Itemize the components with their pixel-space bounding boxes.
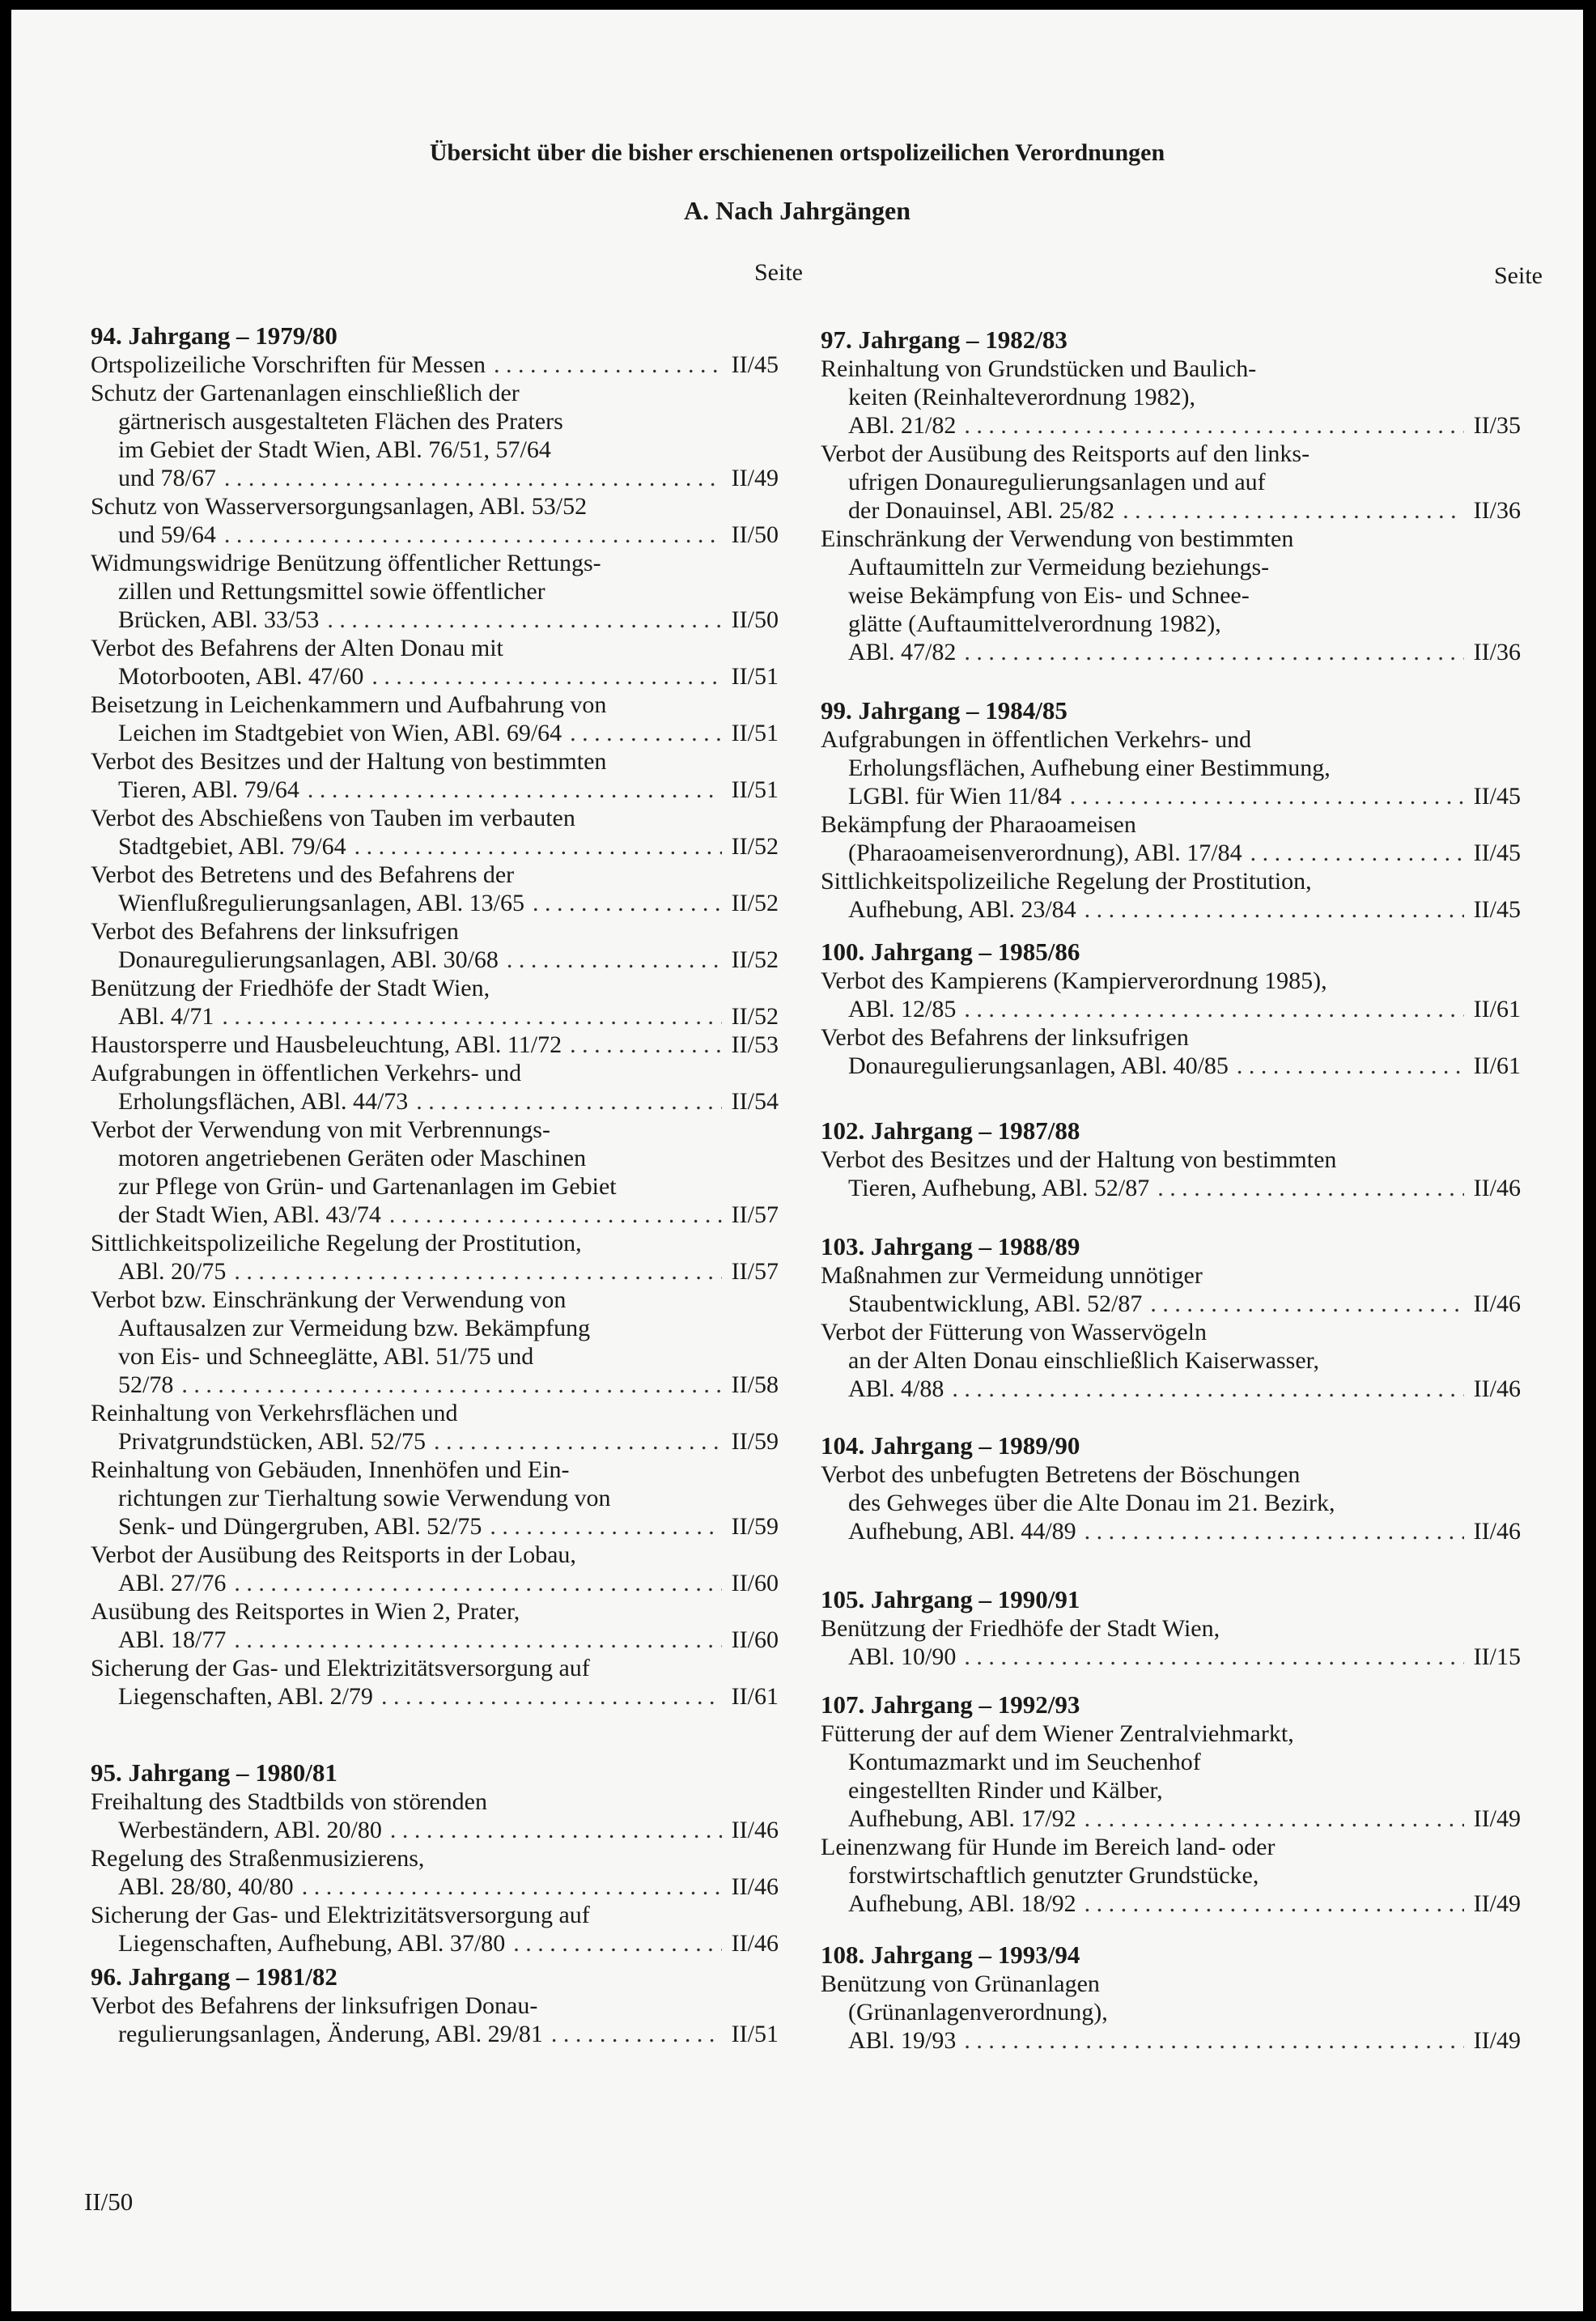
ordinance-entry	[821, 867, 1521, 924]
entry-reference: Ortspolizeiliche Vorschriften für Messen	[91, 351, 486, 378]
entry-reference: ABl. 21/82	[848, 412, 957, 439]
entry-reference: regulierungsanlagen, Änderung, ABl. 29/81	[118, 2021, 543, 2047]
dot-leader	[1085, 1890, 1464, 1918]
year-heading: 108. Jahrgang – 1993/94	[821, 1941, 1080, 1969]
entry-text-line: motoren angetriebenen Geräten oder Maschinen	[118, 1145, 587, 1171]
entry-reference: Staubentwicklung, ABl. 52/87	[848, 1290, 1143, 1317]
entry-text-line: Leinenzwang für Hunde im Bereich land- oder	[821, 1834, 1276, 1860]
ordinance-entry	[91, 861, 779, 917]
entry-reference: ABl. 4/88	[848, 1375, 944, 1402]
ordinance-entry	[91, 492, 779, 549]
entry-text-line: Verbot der Ausübung des Reitsports in der Lobau,	[91, 1541, 576, 1568]
dot-leader	[494, 351, 722, 379]
entry-text-line: von Eis- und Schneeglätte, ABl. 51/75 und	[118, 1343, 534, 1370]
page-reference: II/15	[1473, 1643, 1521, 1670]
entry-reference: Aufhebung, ABl. 18/92	[848, 1890, 1076, 1917]
entry-reference: Wienflußregulierungsanlagen, ABl. 13/65	[118, 890, 525, 916]
ordinance-entry	[91, 747, 779, 804]
page-reference: II/58	[731, 1371, 779, 1398]
page-reference: II/45	[731, 351, 779, 378]
year-heading: 107. Jahrgang – 1992/93	[821, 1690, 1080, 1719]
entry-leader-line	[821, 1805, 1521, 1833]
page-reference: II/59	[731, 1513, 779, 1540]
document-page	[11, 10, 1583, 2311]
entry-text-line: Regelung des Straßenmusizierens,	[91, 1845, 425, 1872]
entry-text-line: glätte (Auftaumittelverordnung 1982),	[848, 610, 1221, 637]
year-section	[821, 937, 1521, 1080]
entry-leader-line	[91, 832, 779, 861]
entry-leader-line	[91, 1569, 779, 1597]
entry-reference: Privatgrundstücken, ABl. 52/75	[118, 1428, 426, 1455]
entry-reference: und 78/67	[118, 465, 216, 491]
entry-leader-line	[91, 1201, 779, 1229]
entry-reference: Brücken, ABl. 33/53	[118, 606, 320, 633]
entry-text-line: Verbot des Betretens und des Befahrens der	[91, 861, 515, 888]
entry-text-line: Verbot des Besitzes und der Haltung von bestimmten	[91, 748, 607, 775]
entry-text-line: Bekämpfung der Pharaoameisen	[821, 811, 1136, 838]
ordinance-entry	[91, 917, 779, 974]
entry-leader-line	[91, 1626, 779, 1654]
entry-text-line: Verbot der Fütterung von Wasservögeln	[821, 1319, 1207, 1345]
page-subtitle: A. Nach Jahrgängen	[683, 196, 910, 225]
page-reference: II/36	[1473, 639, 1521, 665]
dot-leader	[490, 1512, 722, 1541]
page-reference: II/46	[1473, 1375, 1521, 1402]
entry-leader-line	[91, 606, 779, 634]
ordinance-entry	[91, 1541, 779, 1597]
entry-reference: ABl. 18/77	[118, 1626, 227, 1653]
ordinance-entry	[91, 1597, 779, 1654]
entry-text-line: Sittlichkeitspolizeiliche Regelung der Prostitution,	[91, 1230, 582, 1256]
dot-leader	[222, 1002, 722, 1031]
page-reference: II/46	[1473, 1518, 1521, 1545]
page-reference: II/52	[731, 833, 779, 860]
year-heading: 99. Jahrgang – 1984/85	[821, 696, 1068, 725]
entry-reference: der Donauinsel, ABl. 25/82	[848, 497, 1115, 524]
ordinance-entry	[821, 1460, 1521, 1545]
entry-reference: ABl. 19/93	[848, 2027, 957, 2054]
dot-leader	[964, 1643, 1464, 1671]
page-reference: II/46	[731, 1817, 779, 1843]
dot-leader	[551, 2020, 722, 2048]
year-section	[91, 1758, 779, 1958]
page-reference: II/45	[1473, 896, 1521, 923]
dot-leader	[434, 1427, 722, 1456]
year-section	[91, 1962, 779, 2048]
page-number: II/50	[84, 2187, 134, 2216]
dot-leader	[327, 606, 722, 634]
year-heading: 95. Jahrgang – 1980/81	[91, 1758, 337, 1787]
entry-reference: Tieren, ABl. 79/64	[118, 776, 299, 803]
dot-leader	[513, 1929, 722, 1958]
entry-text-line: Schutz von Wasserversorgungsanlagen, ABl. 53/52	[91, 493, 588, 520]
entry-text-line: Verbot des Abschießens von Tauben im verbauten	[91, 805, 575, 831]
entry-text-line: Ausübung des Reitsportes in Wien 2, Prater,	[91, 1598, 520, 1625]
page-reference: II/53	[731, 1031, 779, 1058]
entry-reference: ABl. 47/82	[848, 639, 957, 665]
page-reference: II/59	[731, 1428, 779, 1455]
entry-text-line: Erholungsflächen, Aufhebung einer Bestimmung,	[848, 755, 1331, 781]
entry-leader-line	[821, 995, 1521, 1023]
dot-leader	[964, 638, 1464, 666]
entry-reference: ABl. 4/71	[118, 1003, 214, 1030]
entry-leader-line	[91, 889, 779, 917]
entry-text-line: Verbot des Befahrens der linksufrigen	[821, 1024, 1189, 1051]
entry-reference: Senk- und Düngergruben, ABl. 52/75	[118, 1513, 482, 1540]
ordinance-entry	[91, 1399, 779, 1456]
ordinance-entry	[91, 379, 779, 492]
entry-reference: ABl. 12/85	[848, 996, 957, 1022]
year-heading: 104. Jahrgang – 1989/90	[821, 1431, 1080, 1460]
entry-text-line: zillen und Rettungsmittel sowie öffentlicher	[118, 578, 545, 605]
entry-text-line: Sicherung der Gas- und Elektrizitätsversorgung auf	[91, 1655, 590, 1681]
year-section	[821, 696, 1521, 924]
entry-text-line: an der Alten Donau einschließlich Kaiserwasser,	[848, 1347, 1319, 1374]
entry-text-line: Reinhaltung von Grundstücken und Baulich-	[821, 355, 1257, 382]
year-section	[821, 1585, 1521, 1671]
dot-leader	[390, 1816, 722, 1844]
dot-leader	[1085, 1517, 1464, 1545]
dot-leader	[507, 946, 722, 974]
dot-leader	[570, 719, 722, 747]
ordinance-entry	[91, 351, 779, 379]
entry-text-line: zur Pflege von Grün- und Gartenanlagen im Gebiet	[118, 1173, 617, 1200]
entry-leader-line	[821, 1375, 1521, 1403]
entry-leader-line	[91, 351, 779, 379]
entry-leader-line	[91, 946, 779, 974]
entry-reference: ABl. 27/76	[118, 1570, 227, 1596]
entry-text-line: Benützung der Friedhöfe der Stadt Wien,	[821, 1615, 1220, 1642]
entry-leader-line	[821, 1290, 1521, 1318]
entry-leader-line	[91, 464, 779, 492]
entry-reference: Motorbooten, ABl. 47/60	[118, 663, 364, 690]
dot-leader	[1085, 895, 1464, 924]
entry-text-line: Reinhaltung von Gebäuden, Innenhöfen und Ein-	[91, 1456, 570, 1483]
page-reference: II/60	[731, 1626, 779, 1653]
entry-text-line: Benützung von Grünanlagen	[821, 1970, 1100, 1997]
ordinance-entry	[821, 1318, 1521, 1403]
entry-reference: 52/78	[118, 1371, 174, 1398]
entry-leader-line	[821, 1890, 1521, 1918]
entry-leader-line	[821, 2026, 1521, 2055]
year-heading: 105. Jahrgang – 1990/91	[821, 1585, 1080, 1613]
entry-reference: Haustorsperre und Hausbeleuchtung, ABl. 11/72	[91, 1031, 562, 1058]
ordinance-entry	[91, 691, 779, 747]
ordinance-entry	[91, 1031, 779, 1059]
entry-leader-line	[91, 1512, 779, 1541]
ordinance-entry	[821, 810, 1521, 867]
entry-leader-line	[91, 1371, 779, 1399]
page-reference: II/52	[731, 1003, 779, 1030]
entry-reference: der Stadt Wien, ABl. 43/74	[118, 1201, 381, 1228]
ordinance-entry	[91, 1229, 779, 1286]
seite-label-left: Seite	[754, 259, 803, 286]
entry-text-line: Benützung der Friedhöfe der Stadt Wien,	[91, 975, 490, 1001]
ordinance-entry	[821, 525, 1521, 666]
ordinance-entry	[91, 1116, 779, 1229]
ordinance-entry	[91, 1456, 779, 1541]
dot-leader	[381, 1682, 722, 1711]
entry-text-line: eingestellten Rinder und Kälber,	[848, 1777, 1163, 1804]
page-reference: II/57	[731, 1258, 779, 1285]
entry-reference: Donauregulierungsanlagen, ABl. 40/85	[848, 1052, 1229, 1079]
entry-leader-line	[91, 1031, 779, 1059]
entry-reference: Werbeständern, ABl. 20/80	[118, 1817, 382, 1843]
entry-text-line: Verbot des Befahrens der linksufrigen Donau-	[91, 1992, 538, 2019]
entry-reference: ABl. 20/75	[118, 1258, 227, 1285]
entry-text-line: Sittlichkeitspolizeiliche Regelung der Prostitution,	[821, 868, 1312, 895]
entry-leader-line	[91, 719, 779, 747]
entry-text-line: Einschränkung der Verwendung von bestimmten	[821, 525, 1294, 552]
entry-text-line: Auftausalzen zur Vermeidung bzw. Bekämpfung	[118, 1315, 591, 1341]
entry-text-line: Aufgrabungen in öffentlichen Verkehrs- und	[821, 726, 1252, 753]
dot-leader	[181, 1371, 722, 1399]
entry-leader-line	[91, 1929, 779, 1958]
year-heading: 103. Jahrgang – 1988/89	[821, 1232, 1080, 1260]
ordinance-entry	[91, 1286, 779, 1399]
dot-leader	[952, 1375, 1464, 1403]
entry-leader-line	[91, 2020, 779, 2048]
ordinance-entry	[91, 1788, 779, 1844]
ordinance-entry	[91, 1901, 779, 1958]
ordinance-entry	[821, 1833, 1521, 1918]
dot-leader	[224, 521, 722, 549]
ordinance-entry	[821, 725, 1521, 810]
dot-leader	[234, 1257, 722, 1286]
entry-leader-line	[821, 411, 1521, 440]
entry-reference: ABl. 28/80, 40/80	[118, 1873, 294, 1900]
entry-reference: Aufhebung, ABl. 17/92	[848, 1805, 1076, 1832]
dot-leader	[964, 2026, 1464, 2055]
entry-reference: Erholungsflächen, ABl. 44/73	[118, 1088, 409, 1115]
page-reference: II/46	[1473, 1290, 1521, 1317]
page-reference: II/35	[1473, 412, 1521, 439]
entry-text-line: Verbot bzw. Einschränkung der Verwendung von	[91, 1286, 567, 1313]
entry-reference: Aufhebung, ABl. 44/89	[848, 1518, 1076, 1545]
page-reference: II/36	[1473, 497, 1521, 524]
entry-reference: LGBl. für Wien 11/84	[848, 783, 1062, 810]
entry-text-line: (Grünanlagenverordnung),	[848, 1999, 1108, 2026]
entry-reference: Stadtgebiet, ABl. 79/64	[118, 833, 346, 860]
ordinance-entry	[821, 440, 1521, 525]
ordinance-entry	[821, 1023, 1521, 1080]
entry-text-line: Beisetzung in Leichenkammern und Aufbahrung von	[91, 691, 607, 718]
ordinance-entry	[91, 804, 779, 861]
year-heading: 100. Jahrgang – 1985/86	[821, 937, 1080, 966]
dot-leader	[302, 1873, 722, 1901]
page-reference: II/51	[731, 776, 779, 803]
entry-text-line: Verbot des Besitzes und der Haltung von bestimmten	[821, 1146, 1337, 1173]
entry-reference: ABl. 10/90	[848, 1643, 957, 1670]
entry-leader-line	[91, 1002, 779, 1031]
dot-leader	[354, 832, 722, 861]
entry-text-line: richtungen zur Tierhaltung sowie Verwendung von	[118, 1485, 611, 1511]
year-section	[91, 321, 779, 1711]
page-reference: II/50	[731, 521, 779, 548]
entry-text-line: Verbot der Ausübung des Reitsports auf den links-	[821, 440, 1310, 467]
dot-leader	[1157, 1174, 1464, 1202]
entry-leader-line	[821, 496, 1521, 525]
dot-leader	[224, 464, 722, 492]
year-section	[821, 1116, 1521, 1202]
entry-leader-line	[821, 1052, 1521, 1080]
entry-leader-line	[821, 895, 1521, 924]
ordinance-entry	[821, 1614, 1521, 1671]
page-reference: II/46	[1473, 1175, 1521, 1201]
entry-leader-line	[91, 1087, 779, 1116]
entry-text-line: Freihaltung des Stadtbilds von störenden	[91, 1788, 487, 1815]
entry-text-line: Verbot des Befahrens der linksufrigen	[91, 918, 459, 945]
entry-text-line: Sicherung der Gas- und Elektrizitätsversorgung auf	[91, 1902, 590, 1928]
year-section	[821, 1431, 1521, 1545]
entry-text-line: Auftaumitteln zur Vermeidung beziehungs-	[848, 554, 1270, 580]
entry-leader-line	[91, 521, 779, 549]
page-reference: II/45	[1473, 783, 1521, 810]
page-reference: II/61	[1473, 1052, 1521, 1079]
entry-text-line: Kontumazmarkt und im Seuchenhof	[848, 1749, 1201, 1775]
page-reference: II/60	[731, 1570, 779, 1596]
page-reference: II/52	[731, 946, 779, 973]
entry-text-line: Reinhaltung von Verkehrsflächen und	[91, 1400, 458, 1426]
entry-reference: Tieren, Aufhebung, ABl. 52/87	[848, 1175, 1150, 1201]
entry-reference: (Pharaoameisenverordnung), ABl. 17/84	[848, 840, 1242, 866]
entry-leader-line	[91, 776, 779, 804]
entry-text-line: weise Bekämpfung von Eis- und Schnee-	[848, 582, 1250, 609]
entry-text-line: Widmungswidrige Benützung öffentlicher Rettungs-	[91, 550, 601, 576]
entry-reference: Liegenschaften, Aufhebung, ABl. 37/80	[118, 1930, 506, 1957]
year-heading: 94. Jahrgang – 1979/80	[91, 321, 337, 350]
entry-leader-line	[91, 1816, 779, 1844]
entry-leader-line	[821, 1517, 1521, 1545]
page-reference: II/51	[731, 720, 779, 746]
entry-leader-line	[91, 1427, 779, 1456]
ordinance-entry	[91, 634, 779, 691]
entry-leader-line	[91, 1682, 779, 1711]
dot-leader	[371, 662, 722, 691]
ordinance-entry	[91, 1844, 779, 1901]
page-reference: II/51	[731, 2021, 779, 2047]
entry-reference: Leichen im Stadtgebiet von Wien, ABl. 69/64	[118, 720, 562, 746]
ordinance-entry	[821, 1970, 1521, 2055]
entry-text-line: Fütterung der auf dem Wiener Zentralviehmarkt,	[821, 1720, 1294, 1747]
page-reference: II/46	[731, 1873, 779, 1900]
dot-leader	[1070, 782, 1464, 810]
entry-text-line: im Gebiet der Stadt Wien, ABl. 76/51, 57/64	[118, 436, 551, 463]
page-reference: II/61	[1473, 996, 1521, 1022]
page-reference: II/49	[731, 465, 779, 491]
entry-text-line: forstwirtschaftlich genutzter Grundstücke,	[848, 1862, 1259, 1889]
ordinance-entry	[821, 1719, 1521, 1833]
dot-leader	[1237, 1052, 1464, 1080]
page-reference: II/49	[1473, 1890, 1521, 1917]
dot-leader	[1085, 1805, 1464, 1833]
page-reference: II/45	[1473, 840, 1521, 866]
entry-leader-line	[821, 782, 1521, 810]
entry-leader-line	[821, 1643, 1521, 1671]
entry-text-line: Maßnahmen zur Vermeidung unnötiger	[821, 1262, 1203, 1289]
entry-reference: Donauregulierungsanlagen, ABl. 30/68	[118, 946, 499, 973]
dot-leader	[1250, 839, 1464, 867]
entry-text-line: Verbot des Kampierens (Kampierverordnung 1985),	[821, 967, 1327, 994]
entry-leader-line	[821, 638, 1521, 666]
entry-text-line: Aufgrabungen in öffentlichen Verkehrs- und	[91, 1060, 522, 1086]
dot-leader	[389, 1201, 722, 1229]
entry-text-line: Verbot der Verwendung von mit Verbrennungs-	[91, 1116, 550, 1143]
entry-text-line: Schutz der Gartenanlagen einschließlich der	[91, 380, 520, 406]
entry-leader-line	[91, 1257, 779, 1286]
entry-reference: und 59/64	[118, 521, 216, 548]
dot-leader	[308, 776, 722, 804]
entry-leader-line	[821, 1174, 1521, 1202]
entry-reference: Liegenschaften, ABl. 2/79	[118, 1683, 373, 1710]
dot-leader	[1123, 496, 1464, 525]
entry-text-line: keiten (Reinhalteverordnung 1982),	[848, 384, 1196, 410]
year-heading: 97. Jahrgang – 1982/83	[821, 325, 1068, 354]
dot-leader	[416, 1087, 722, 1116]
page-reference: II/61	[731, 1683, 779, 1710]
ordinance-entry	[91, 1059, 779, 1116]
seite-label-right: Seite	[1494, 262, 1543, 289]
entry-leader-line	[91, 1873, 779, 1901]
year-section	[821, 325, 1521, 666]
entry-leader-line	[821, 839, 1521, 867]
page-reference: II/57	[731, 1201, 779, 1228]
entry-text-line: ufrigen Donauregulierungsanlagen und auf	[848, 469, 1266, 495]
ordinance-entry	[91, 1992, 779, 2048]
page-reference: II/49	[1473, 2027, 1521, 2054]
entry-leader-line	[91, 662, 779, 691]
page-reference: II/54	[731, 1088, 779, 1115]
dot-leader	[964, 411, 1464, 440]
dot-leader	[570, 1031, 722, 1059]
year-section	[821, 1232, 1521, 1403]
year-section	[821, 1690, 1521, 1918]
dot-leader	[234, 1569, 722, 1597]
ordinance-entry	[821, 1146, 1521, 1202]
entry-text-line: gärtnerisch ausgestalteten Flächen des Praters	[118, 408, 563, 435]
page-reference: II/50	[731, 606, 779, 633]
ordinance-entry	[91, 549, 779, 634]
entry-text-line: Verbot des unbefugten Betretens der Böschungen	[821, 1461, 1301, 1488]
year-heading: 102. Jahrgang – 1987/88	[821, 1116, 1080, 1145]
dot-leader	[234, 1626, 722, 1654]
entry-text-line: Verbot des Befahrens der Alten Donau mit	[91, 635, 503, 661]
dot-leader	[1150, 1290, 1464, 1318]
dot-leader	[533, 889, 722, 917]
page-reference: II/52	[731, 890, 779, 916]
year-section	[821, 1941, 1521, 2055]
page-title: Übersicht über die bisher erschienenen ortspolizeilichen Verordnungen	[429, 139, 1165, 166]
ordinance-entry	[91, 1654, 779, 1711]
ordinance-entry	[91, 974, 779, 1031]
page-reference: II/46	[731, 1930, 779, 1957]
dot-leader	[964, 995, 1464, 1023]
ordinance-entry	[821, 1261, 1521, 1318]
ordinance-entry	[821, 967, 1521, 1023]
entry-reference: Aufhebung, ABl. 23/84	[848, 896, 1076, 923]
page-reference: II/51	[731, 663, 779, 690]
page-reference: II/49	[1473, 1805, 1521, 1832]
entry-text-line: des Gehweges über die Alte Donau im 21. Bezirk,	[848, 1490, 1335, 1516]
year-heading: 96. Jahrgang – 1981/82	[91, 1962, 337, 1991]
ordinance-entry	[821, 355, 1521, 440]
